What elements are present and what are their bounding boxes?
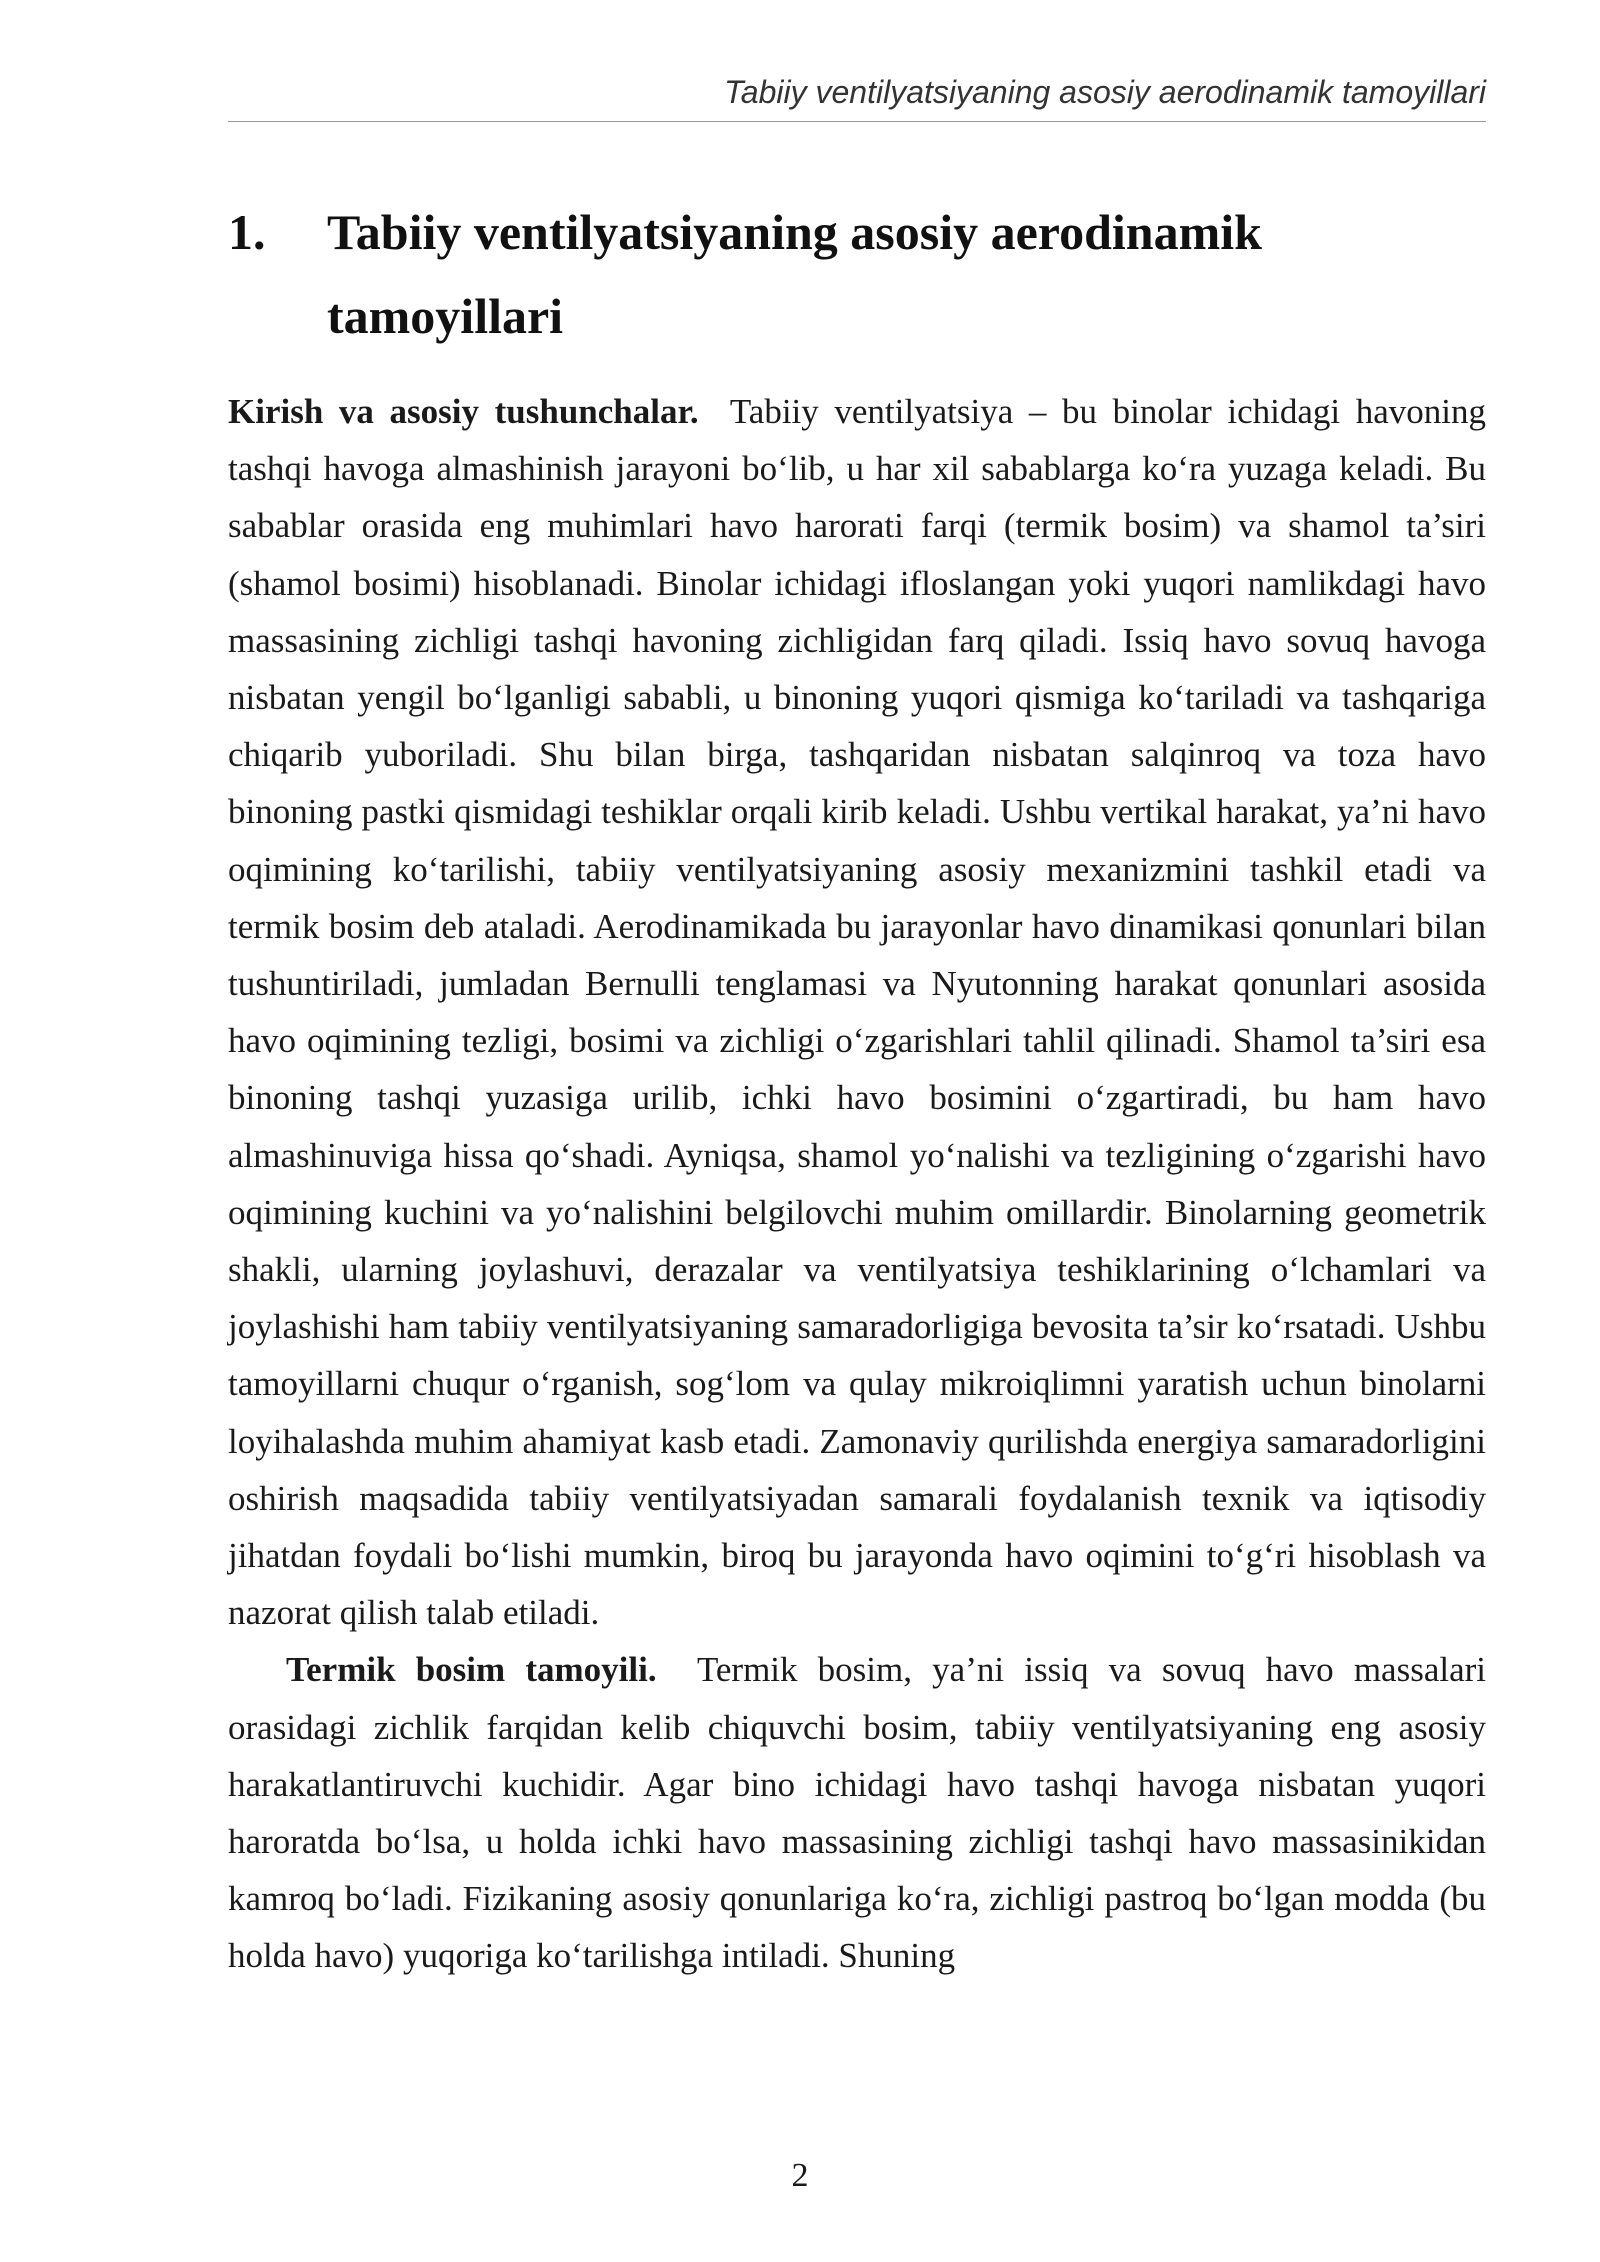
chapter-number: 1. xyxy=(228,204,266,260)
paragraph-text: Tabiiy ventilyatsiya – bu binolar ichidagi havoning tashqi havoga almashinish jarayoni bo‘lib, u har xil sabablarga ko‘ra yuzaga keladi. Bu sabablar orasida eng muhimlari havo harorati farqi (termik bosim) va shamol ta’siri (shamol bosimi) hisoblanadi. Binolar ichidagi ifloslangan yoki yuqori namlikdagi havo massasining zichligi tashqi havoning zichligidan farq qiladi. Issiq havo sovuq havoga nisbatan yengil bo‘lganligi sababli, u binoning yuqori qismiga ko‘tariladi va tashqariga chiqarib yuboriladi. Shu bilan birga, tashqaridan nisbatan salqinroq va toza havo binoning pastki qismidagi teshiklar orqali kirib keladi. Ushbu vertikal harakat, ya’ni havo oqimining ko‘tarilishi, tabiiy ventilyatsiyaning asosiy mexanizmini tashkil etadi va termik bosim deb ataladi. Aerodinamikada bu jarayonlar havo dinamikasi qonunlari bilan tushuntiriladi, jumladan Bernulli tenglamasi va Nyutonning harakat qonunlari asosida havo oqimining tezligi, bosimi va zichligi o‘zgarishlari tahlil qilinadi. Shamol ta’siri esa binoning tashqi yuzasiga urilib, ichki havo bosimini o‘zgartiradi, bu ham havo almashinuviga hissa qo‘shadi. Ayniqsa, shamol yo‘nalishi va tezligining o‘zgarishi havo oqimining kuchini va yo‘nalishini belgilovchi muhim omillardir. Binolarning geometrik shakli, ularning joylashuvi, derazalar va ventilyatsiya teshiklarining o‘lchamlari va joylashishi ham tabiiy ventilyatsiyaning samaradorligiga bevosita ta’sir ko‘rsatadi. Ushbu tamoyillarni chuqur o‘rganish, sog‘lom va qulay mikroiqlimni yaratish uchun binolarni loyihalashda muhim ahamiyat kasb etadi. Zamonaviy qurilishda energiya samaradorligini oshirish maqsadida tabiiy ventilyatsiyadan samarali foydalanish texnik va iqtisodiy jihatdan foydali bo‘lishi mumkin, biroq bu jarayonda havo oqimini to‘g‘ri hisoblash va nazorat qilish talab etiladi. xyxy=(228,392,1487,1633)
page-number: 2 xyxy=(791,2157,809,2194)
paragraph-thermal-pressure xyxy=(228,1641,1486,1984)
running-header: Tabiiy ventilyatsiyaning asosiy aerodinamik tamoyillari xyxy=(724,74,1486,110)
chapter-title: Tabiiy ventilyatsiyaning asosiy aerodinamik tamoyillari xyxy=(327,204,1262,344)
body-text xyxy=(228,383,1486,1985)
run-in-heading-introduction: Kirish va asosiy tushunchalar. xyxy=(228,392,699,431)
chapter-heading xyxy=(228,190,1486,358)
run-in-heading-thermal-pressure: Termik bosim tamoyili. xyxy=(286,1650,657,1690)
paragraph-introduction xyxy=(228,383,1486,1641)
header-rule xyxy=(228,121,1486,122)
paragraph-text: Termik bosim, ya’ni issiq va sovuq havo massalari orasidagi zichlik farqidan kelib chiquvchi bosim, tabiiy ventilyatsiyaning eng asosiy harakatlantiruvchi kuchidir. Agar bino ichidagi havo tashqi havoga nisbatan yuqori haroratda bo‘lsa, u holda ichki havo massasining zichligi tashqi havo massasinikidan kamroq bo‘ladi. Fizikaning asosiy qonunlariga ko‘ra, zichligi pastroq bo‘lgan modda (bu holda havo) yuqoriga ko‘tarilishga intiladi. Shuning xyxy=(228,1650,1486,1976)
